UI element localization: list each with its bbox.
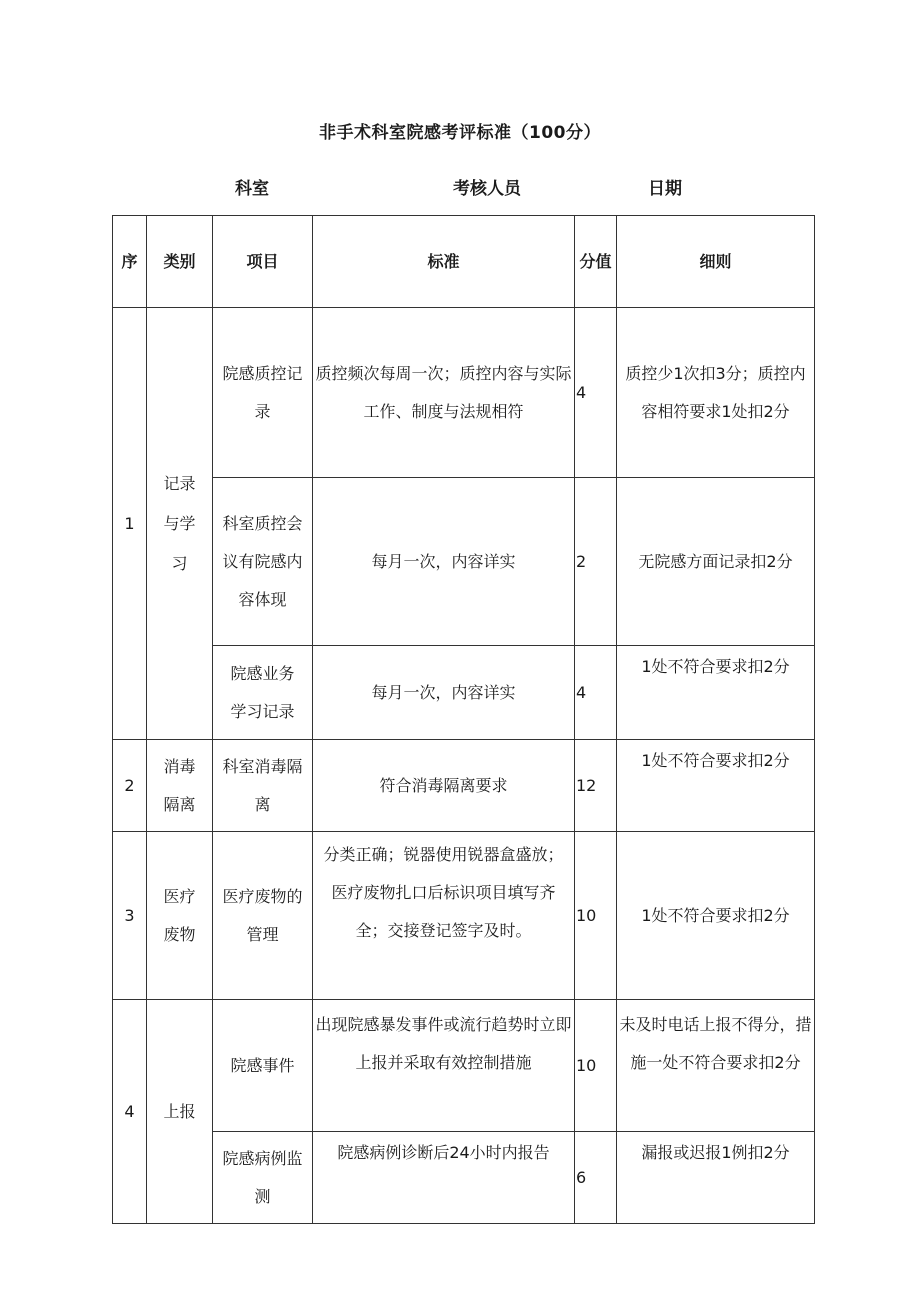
table-row [113, 478, 815, 646]
row-standard: 院感病例诊断后24小时内报告 [313, 1132, 575, 1224]
row-seq: 3 [113, 832, 147, 1000]
row-score: 10 [575, 832, 617, 1000]
header-score: 分值 [575, 216, 617, 308]
row-detail: 1处不符合要求扣2分 [617, 646, 815, 740]
table-row [113, 646, 815, 740]
header-detail: 细则 [617, 216, 815, 308]
row-score: 6 [575, 1132, 617, 1224]
row-score: 2 [575, 478, 617, 646]
row-detail: 1处不符合要求扣2分 [617, 832, 815, 1000]
table-row [113, 1000, 815, 1132]
row-item: 科室质控会议有院感内容体现 [213, 478, 313, 646]
row-detail: 漏报或迟报1例扣2分 [617, 1132, 815, 1224]
row-standard: 质控频次每周一次；质控内容与实际工作、制度与法规相符 [313, 308, 575, 478]
row-item: 院感业务学习记录 [213, 646, 313, 740]
table-header-row [113, 216, 815, 308]
row-score: 10 [575, 1000, 617, 1132]
header-category: 类别 [147, 216, 213, 308]
row-standard: 出现院感暴发事件或流行趋势时立即上报并采取有效控制措施 [313, 1000, 575, 1132]
row-item: 院感病例监测 [213, 1132, 313, 1224]
header-seq: 序 [113, 216, 147, 308]
date-label: 日期 [648, 179, 682, 199]
header-item: 项目 [213, 216, 313, 308]
examiner-label: 考核人员 [453, 179, 521, 199]
row-seq: 4 [113, 1000, 147, 1224]
row-item: 医疗废物的管理 [213, 832, 313, 1000]
row-item: 科室消毒隔离 [213, 740, 313, 832]
row-detail: 未及时电话上报不得分，措施一处不符合要求扣2分 [617, 1000, 815, 1132]
row-item: 院感事件 [213, 1000, 313, 1132]
row-category: 上报 [147, 1000, 213, 1224]
row-standard: 每月一次，内容详实 [313, 478, 575, 646]
row-seq: 2 [113, 740, 147, 832]
row-detail: 1处不符合要求扣2分 [617, 740, 815, 832]
row-standard: 每月一次，内容详实 [313, 646, 575, 740]
table-row [113, 1132, 815, 1224]
table-row [113, 308, 815, 478]
row-score: 4 [575, 308, 617, 478]
row-standard: 符合消毒隔离要求 [313, 740, 575, 832]
row-category: 消毒隔离 [147, 740, 213, 832]
row-detail: 无院感方面记录扣2分 [617, 478, 815, 646]
dept-label: 科室 [235, 179, 269, 199]
row-standard: 分类正确；锐器使用锐器盒盛放；医疗废物扎口后标识项目填写齐全；交接登记签字及时。 [313, 832, 575, 1000]
table-row [113, 740, 815, 832]
row-category: 医疗废物 [147, 832, 213, 1000]
row-category: 记录与学习 [147, 308, 213, 740]
evaluation-table [112, 215, 815, 1224]
header-standard: 标准 [313, 216, 575, 308]
row-item: 院感质控记录 [213, 308, 313, 478]
row-score: 12 [575, 740, 617, 832]
row-score: 4 [575, 646, 617, 740]
row-detail: 质控少1次扣3分；质控内容相符要求1处扣2分 [617, 308, 815, 478]
table-row [113, 832, 815, 1000]
row-seq: 1 [113, 308, 147, 740]
page-title: 非手术科室院感考评标准（100分） [319, 123, 601, 143]
